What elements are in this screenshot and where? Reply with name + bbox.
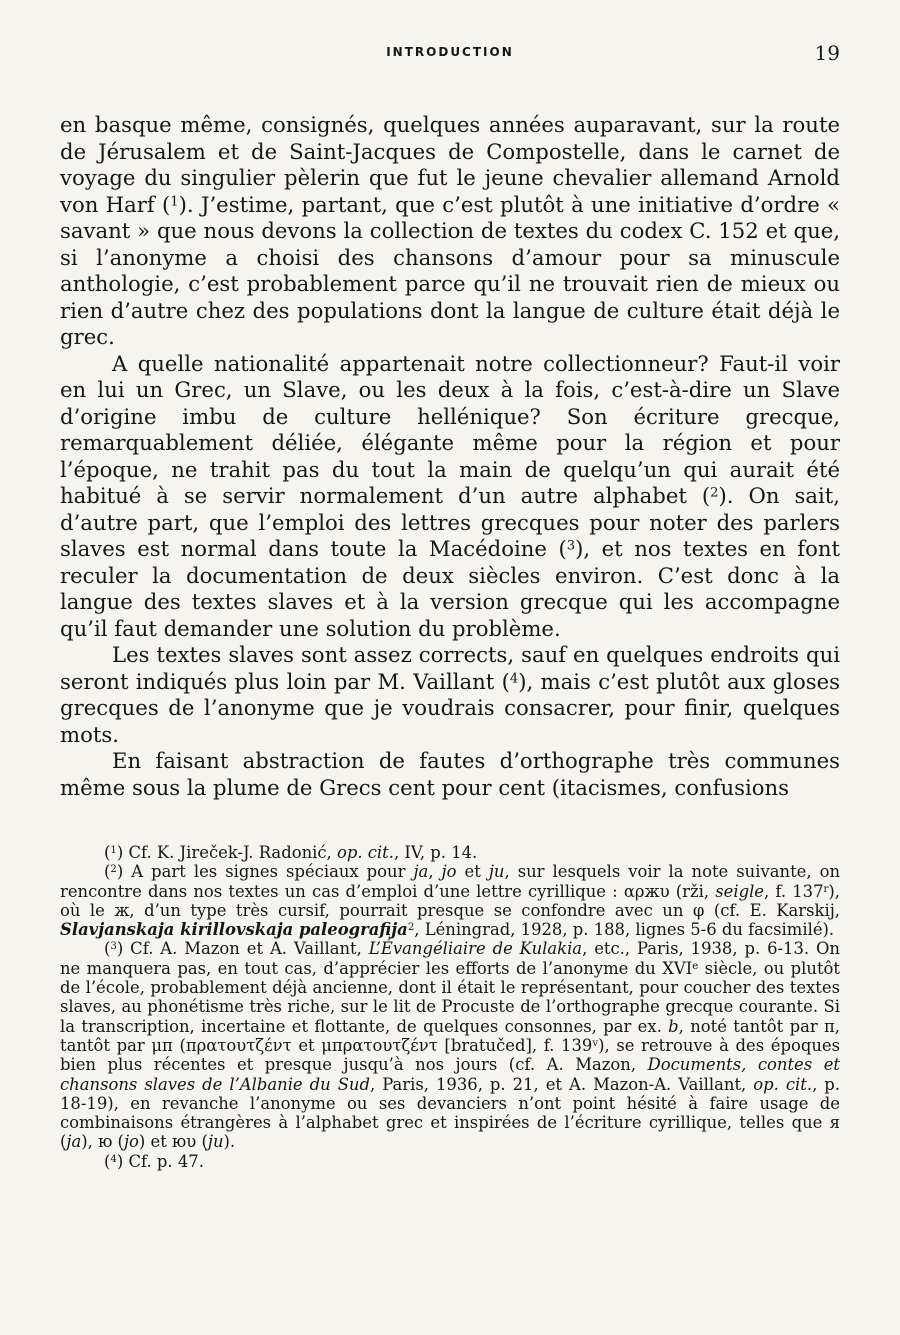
footnote-ref-2[interactable]: 2 bbox=[710, 485, 719, 501]
main-text bbox=[60, 112, 840, 801]
footnote-1: ($^1$) Cf. K. Jireček-J. Radonić, op. cit., IV, p. 14. bbox=[104, 843, 478, 862]
paragraph-2: A quelle nationalité appartenait notre collectionneur? Faut-il voir en lui un Grec, un Slave, ou les deux à la fois, c’est-à-dire un Slave d’origine imbu de culture hellénique? Son écriture grecque, remarquablement déliée, élégante même pour la région et pour l’époque, ne trahit pas du tout la main de quelqu’un qui aurait été habitué à se servir normalement d’un autre alphabet ($^2$). On sait, d’autre part, que l’emploi des lettres grecques pour noter des parlers slaves est normal dans toute la Macédoine ($^3$), et nos textes en font reculer la documentation de deux siècles environ. C’est donc à la langue des textes slaves et à la version grecque qui les accompagne qu’il faut demander une solution du problème. bbox=[60, 350, 840, 641]
page-number: 19 bbox=[814, 41, 840, 65]
footnote-ref-1[interactable]: 1 bbox=[170, 193, 179, 209]
footnotes bbox=[60, 843, 840, 1171]
running-title: INTRODUCTION bbox=[386, 45, 514, 59]
paragraph-3: Les textes slaves sont assez corrects, sauf en quelques endroits qui seront indiqués plus loin par M. Vaillant ($^4$), mais c’est plutôt aux gloses grecques de l’anonyme que je voudrais consacrer, pour finir, quelques mots. bbox=[60, 642, 841, 747]
footnote-2: ($^2$) A part les signes spéciaux pour ja, jo et ju, sur lesquels voir la note suivante, on rencontre dans nos textes un cas d’emploi d’une lettre cyrillique : αρжυ (rži, seigle, f. 137$^r$), où le ж, d’un type très cursif, pourrait presque se confondre avec un φ (cf. E. Karskij, Slavjanskaja kirillovskaja paleografija$^2$, Léningrad, 1928, p. 188, lignes 5-6 du facsimilé). bbox=[60, 862, 841, 940]
page-header bbox=[60, 41, 840, 71]
paragraph-4: En faisant abstraction de fautes d’orthographe très communes même sous la plume de Grecs cent pour cent (itacismes, confusions bbox=[60, 748, 840, 800]
footnote-ref-3[interactable]: 3 bbox=[566, 538, 576, 554]
footnote-4: ($^4$) Cf. p. 47. bbox=[104, 1151, 204, 1171]
footnote-3: ($^3$) Cf. A. Mazon et A. Vaillant, L’Évangéliaire de Kulakia, etc., Paris, 1938, p. 6-13. On ne manquera pas, en tout cas, d’apprécier les efforts de l’anonyme du XVIe siècle, ou plutôt de l’école, probablement déjà ancienne, dont il était le représentant, pour coucher des textes slaves, au phonétisme très riche, sur le lit de Procuste de l’orthographe grecque courante. Si la transcription, incertaine et flottante, de quelques consonnes, par ex. b, noté tantôt par π, tantôt par μπ (πρατουτζέντ et μπρατουτζέντ [bratučed], f. 139$^v$), se retrouve à des époques bien plus récentes et presque jusqu’à nos jours (cf. A. Mazon, Documents, contes et chansons slaves de l’Albanie du Sud, Paris, 1936, p. 21, et A. Mazon-A. Vaillant, op. cit., p. 18-19), en revanche l’anonyme ou ses devanciers n’ont point hésité à faire usage de combinaisons étrangères à l’alphabet grec et inspirées de l’écriture cyrillique, telles que я (ja), ю (jo) et юυ (ju). bbox=[60, 939, 841, 1152]
footnote-ref-4[interactable]: 4 bbox=[509, 670, 519, 686]
paragraph-1: en basque même, consignés, quelques années auparavant, sur la route de Jérusalem et de Saint-Jacques de Compostelle, dans le carnet de voyage du singulier pèlerin que fut le jeune chevalier allemand Arnold von Harf ($^1$). J’estime, partant, que c’est plutôt à une initiative d’ordre « savant » que nous devons la collection de textes du codex C. 152 et que, si l’anonyme a choisi des chansons d’amour pour sa minuscule anthologie, c’est probablement parce qu’il ne trouvait rien de mieux ou rien d’autre chez des populations dont la langue de culture était déjà le grec. bbox=[60, 112, 840, 349]
